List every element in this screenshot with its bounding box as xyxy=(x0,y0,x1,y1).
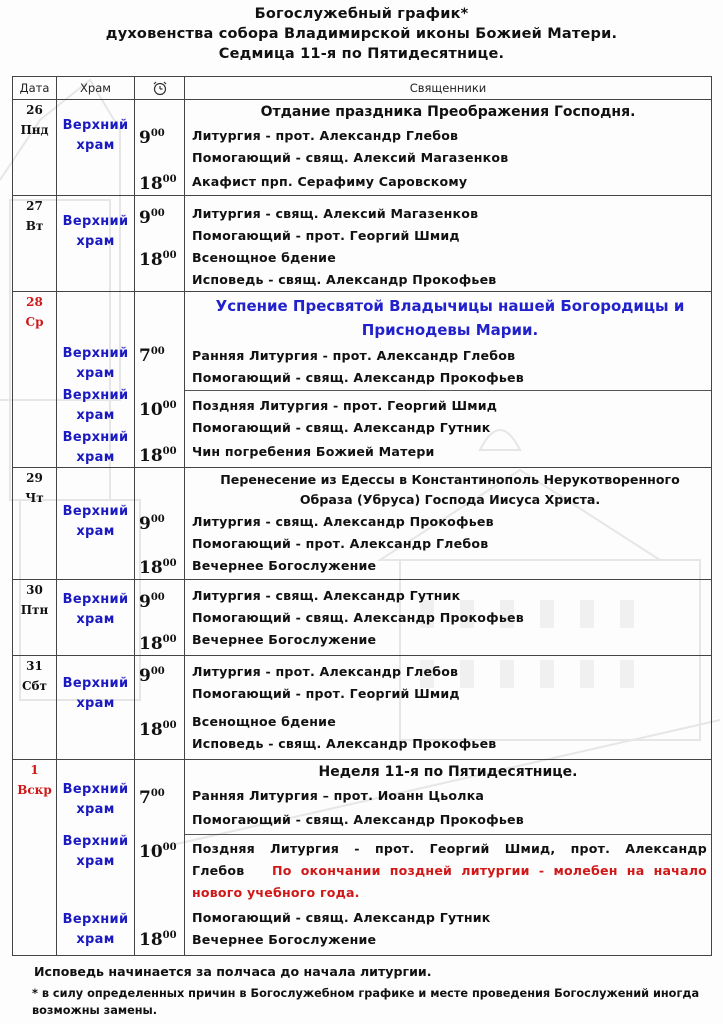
temple-cell xyxy=(57,760,135,956)
day-number: 31 xyxy=(26,659,43,673)
service-line: Ранняя Литургия - прот. Александр Глебов xyxy=(192,348,516,363)
service-time: $9^{00}$ xyxy=(139,208,165,228)
day-number: 30 xyxy=(26,583,43,597)
header-title: Богослужебный график* xyxy=(254,6,469,22)
service-time: $18^{00}$ xyxy=(139,446,177,466)
row-divider xyxy=(185,834,711,835)
service-line: Литургия - свящ. Александр Гутник xyxy=(192,588,461,603)
alarm-clock-icon xyxy=(152,80,168,96)
service-time: $9^{00}$ xyxy=(139,128,165,148)
service-line: Литургия - свящ. Алексий Магазенков xyxy=(192,206,479,221)
service-time: $10^{00}$ xyxy=(139,842,177,862)
day-number: 1 xyxy=(30,763,39,777)
temple-cell xyxy=(57,580,135,656)
service-time: $18^{00}$ xyxy=(139,250,177,270)
temple-cell xyxy=(57,656,135,760)
weekday: Вт xyxy=(25,219,44,233)
priests-cell xyxy=(185,100,712,196)
temple-cell xyxy=(57,468,135,580)
time-cell xyxy=(135,196,185,292)
service-time: $18^{00}$ xyxy=(139,174,177,194)
priests-cell xyxy=(185,196,712,292)
day-number: 26 xyxy=(26,103,43,117)
service-line: Помогающий - свящ. Александр Прокофьев xyxy=(192,370,524,385)
temple-label: Верхний храм xyxy=(62,346,129,381)
service-line: Исповедь - свящ. Александр Прокофьев xyxy=(192,272,497,287)
service-time: $18^{00}$ xyxy=(139,930,177,950)
temple-label: Верхний храм xyxy=(62,782,129,817)
time-cell xyxy=(135,100,185,196)
feast-title: Успение Пресвятой Владычицы нашей Богородицы и Приснодевы Марии. xyxy=(215,297,685,339)
column-header-time xyxy=(135,77,185,100)
header-week: Седмица 11-я по Пятидесятнице. xyxy=(218,46,505,62)
weekday: Чт xyxy=(25,491,44,505)
service-line: Помогающий - свящ. Александр Прокофьев xyxy=(192,610,524,625)
service-line: Вечернее Богослужение xyxy=(192,558,377,573)
temple-label: Верхний храм xyxy=(62,430,129,465)
weekday: Птн xyxy=(20,603,49,617)
weekday: Сбт xyxy=(22,679,47,693)
date-cell xyxy=(13,580,57,656)
time-cell xyxy=(135,760,185,956)
service-time: $18^{00}$ xyxy=(139,634,177,654)
day-number: 27 xyxy=(26,199,43,213)
footnote-confession: Исповедь начинается за полчаса до начала литургии. xyxy=(34,964,432,979)
day-number: 29 xyxy=(26,471,43,485)
service-line: Всенощное бдение xyxy=(192,714,336,729)
temple-cell xyxy=(57,196,135,292)
temple-cell xyxy=(57,292,135,468)
highlight-note: По окончании поздней литургии - молебен на начало нового учебного года. xyxy=(192,863,707,900)
temple-label: Верхний храм xyxy=(62,834,129,869)
service-line: Чин погребения Божией Матери xyxy=(192,444,435,459)
service-line: Акафист прп. Серафиму Саровскому xyxy=(192,174,468,189)
schedule-table xyxy=(12,76,712,956)
service-time: $18^{00}$ xyxy=(139,720,177,740)
weekday: Ср xyxy=(25,315,44,329)
temple-label: Верхний храм xyxy=(62,592,129,627)
footer-notes xyxy=(14,962,714,1019)
service-line: Литургия - прот. Александр Глебов xyxy=(192,128,459,143)
date-cell xyxy=(13,100,57,196)
service-line: Помогающий - свящ. Александр Гутник xyxy=(192,420,491,435)
temple-label: Верхний храм xyxy=(62,676,129,711)
table-row xyxy=(13,656,712,760)
time-cell xyxy=(135,580,185,656)
temple-label: Верхний храм xyxy=(62,504,129,539)
time-cell xyxy=(135,292,185,468)
service-line: Литургия - прот. Александр Глебов xyxy=(192,664,459,679)
service-line: Помогающий - свящ. Александр Гутник xyxy=(192,910,491,925)
table-row xyxy=(13,760,712,956)
footnote-changes: * в силу определенных причин в Богослужебном графике и месте проведения Богослужений иногда возможны замены. xyxy=(32,987,700,1017)
priests-cell xyxy=(185,760,712,956)
service-line: Исповедь - свящ. Александр Прокофьев xyxy=(192,736,497,751)
service-line: Помогающий - прот. Георгий Шмид xyxy=(192,228,460,243)
service-line: Помогающий - свящ. Александр Прокофьев xyxy=(192,812,524,827)
time-cell xyxy=(135,656,185,760)
column-header-temple: Храм xyxy=(57,77,135,100)
temple-label: Верхний храм xyxy=(62,912,129,947)
service-line: Вечернее Богослужение xyxy=(192,932,377,947)
service-line: Помогающий - свящ. Алексий Магазенков xyxy=(192,150,509,165)
service-time: $9^{00}$ xyxy=(139,666,165,686)
table-header-row xyxy=(13,77,712,100)
priests-cell xyxy=(185,580,712,656)
service-line: Поздняя Литургия - прот. Георгий Шмид xyxy=(192,398,498,413)
service-time: $9^{00}$ xyxy=(139,514,165,534)
priests-cell xyxy=(185,292,712,468)
service-time: $9^{00}$ xyxy=(139,592,165,612)
table-row xyxy=(13,196,712,292)
table-row xyxy=(13,468,712,580)
service-line: Вечернее Богослужение xyxy=(192,632,377,647)
table-row xyxy=(13,100,712,196)
service-line: Помогающий - прот. Александр Глебов xyxy=(192,536,489,551)
row-divider xyxy=(185,390,711,391)
table-row xyxy=(13,292,712,468)
temple-label: Верхний храм xyxy=(62,118,129,153)
date-cell xyxy=(13,292,57,468)
schedule-header xyxy=(0,4,723,64)
day-number: 28 xyxy=(26,295,43,309)
service-time: $7^{00}$ xyxy=(139,346,165,366)
weekday: Пнд xyxy=(20,123,49,137)
day-title: Неделя 11-я по Пятидесятнице. xyxy=(318,764,578,780)
service-line: Литургия - свящ. Александр Прокофьев xyxy=(192,514,494,529)
column-header-priests: Священники xyxy=(185,77,712,100)
time-cell xyxy=(135,468,185,580)
temple-label: Верхний храм xyxy=(62,214,129,249)
column-header-date: Дата xyxy=(13,77,57,100)
priests-cell xyxy=(185,656,712,760)
day-title: Отдание праздника Преображения Господня. xyxy=(260,104,636,120)
date-cell xyxy=(13,760,57,956)
service-line: Всенощное бдение xyxy=(192,250,336,265)
table-row xyxy=(13,580,712,656)
service-time: $10^{00}$ xyxy=(139,400,177,420)
service-line: Поздняя Литургия - прот. Георгий Шмид, прот. Александр Глебов По окончании поздней литургии - молебен на начало нового учебного года. xyxy=(192,841,707,900)
service-time: $18^{00}$ xyxy=(139,558,177,578)
temple-label: Верхний храм xyxy=(62,388,129,423)
temple-cell xyxy=(57,100,135,196)
service-time: $7^{00}$ xyxy=(139,788,165,808)
date-cell xyxy=(13,656,57,760)
service-line: Помогающий - прот. Георгий Шмид xyxy=(192,686,460,701)
weekday: Вскр xyxy=(17,783,52,797)
date-cell xyxy=(13,468,57,580)
service-line: Ранняя Литургия – прот. Иоанн Цьолка xyxy=(192,788,485,803)
header-subtitle: духовенства собора Владимирской иконы Божией Матери. xyxy=(105,26,618,42)
priests-cell xyxy=(185,468,712,580)
date-cell xyxy=(13,196,57,292)
day-title: Перенесение из Едессы в Константинополь Нерукотворенного Образа (Убруса) Господа Иисуса Христа. xyxy=(220,472,680,507)
